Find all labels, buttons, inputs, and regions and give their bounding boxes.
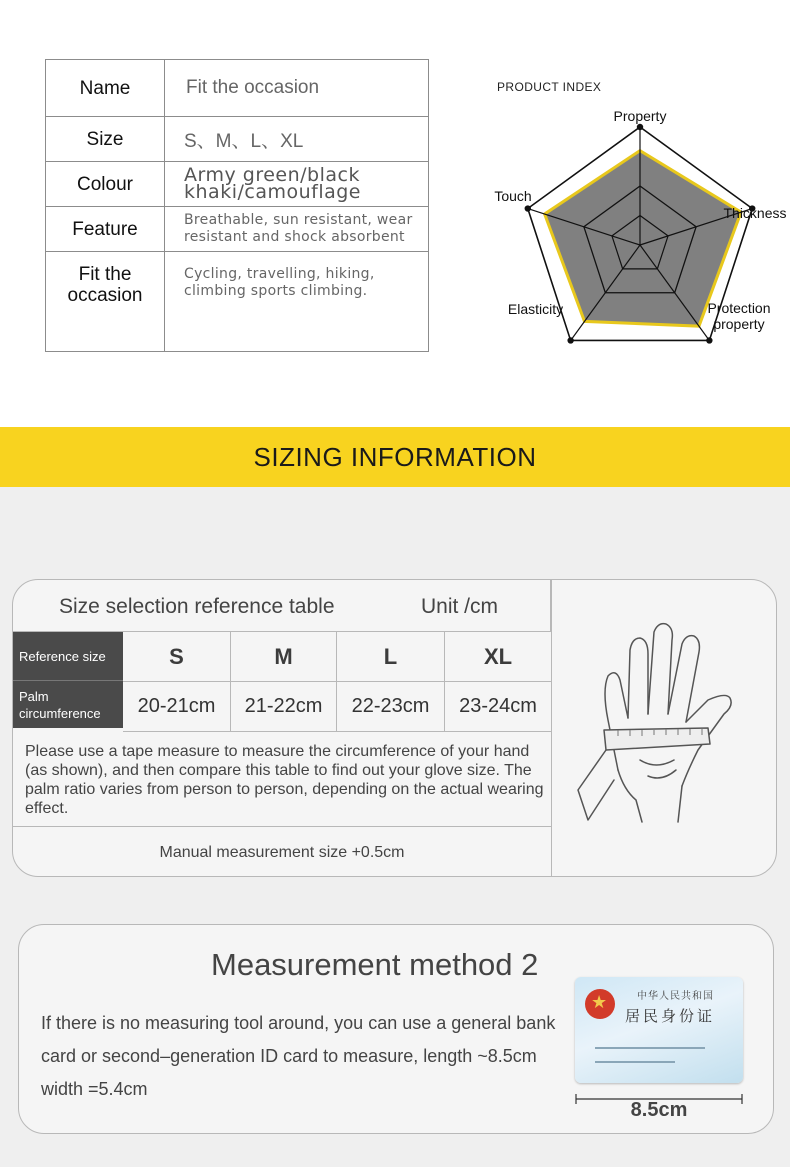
spec-key: Size (46, 117, 165, 161)
product-index-radar (480, 70, 790, 350)
palm-circumference-label: Palm circumference (13, 680, 123, 728)
radar-axis-label: Touch (494, 188, 532, 204)
radar-title: PRODUCT INDEX (497, 80, 602, 94)
radar-vertex (706, 337, 712, 343)
id-card-line1: 中华人民共和国 (637, 991, 714, 1002)
id-card-text-line (595, 1061, 675, 1063)
size-header-cell: S (123, 632, 231, 682)
spec-row-size (46, 117, 428, 162)
manual-measurement-note: Manual measurement size +0.5cm (159, 844, 405, 861)
spec-table (45, 59, 429, 352)
radar-axis-label: Protection property (707, 300, 771, 332)
spec-value: Breathable, sun resistant, wear resistant and shock absorbent (184, 212, 413, 245)
hand-measurement-icon (558, 610, 773, 860)
spec-key: Feature (46, 207, 165, 251)
spec-value: Army green/black khaki/camouflage (184, 164, 361, 203)
spec-row-occasion (46, 252, 428, 352)
method2-text: If there is no measuring tool around, you can use a general bank card or second–generation ID card to measure, length ~8.5cm width =5.4cm (41, 1013, 556, 1099)
size-header-cell: XL (445, 632, 552, 682)
size-header-cell: M (231, 632, 337, 682)
spec-key: Name (46, 60, 165, 116)
palm-value-cell: 21-22cm (231, 682, 337, 732)
spec-row-colour (46, 162, 428, 207)
palm-value-cell: 22-23cm (337, 682, 445, 732)
sizing-banner: SIZING INFORMATION (0, 427, 790, 487)
palm-value-cell: 23-24cm (445, 682, 552, 732)
radar-axis-label: Thickness (723, 205, 787, 221)
spec-row-feature (46, 207, 428, 252)
national-emblem-icon (585, 989, 615, 1019)
spec-value: S、M、L、XL (184, 130, 304, 152)
radar-vertex (525, 205, 531, 211)
spec-key: Fit the occasion (46, 252, 165, 352)
radar-vertex (637, 124, 643, 130)
radar-axis-label: Elasticity (507, 301, 564, 317)
id-card-image (575, 977, 743, 1083)
spec-row-name (46, 60, 428, 117)
size-table-header (13, 580, 551, 632)
palm-value-cell: 20-21cm (123, 682, 231, 732)
id-card-line2: 居民身份证 (625, 1007, 716, 1025)
card-length-label: 8.5cm (630, 1099, 688, 1121)
spec-value: Fit the occasion (186, 77, 320, 98)
spec-value: Cycling, travelling, hiking, climbing sports climbing. (184, 266, 375, 299)
size-selection-card (12, 579, 777, 877)
measurement-method-2-card (18, 924, 774, 1134)
radar-vertex (567, 337, 573, 343)
size-table-unit: Unit /cm (421, 595, 499, 618)
spec-key: Colour (46, 162, 165, 206)
method2-title: Measurement method 2 (211, 947, 539, 982)
divider (551, 580, 552, 877)
size-table-title: Size selection reference table (59, 595, 335, 618)
reference-size-label: Reference size (13, 632, 123, 680)
size-header-cell: L (337, 632, 445, 682)
divider (13, 826, 551, 827)
radar-axis-label: Property (613, 108, 667, 124)
id-card-text-line (595, 1047, 705, 1049)
measurement-note: Please use a tape measure to measure the circumference of your hand (as shown), and then compare this table to find out your glove size. The palm ratio varies from person to person, depending on the actual wearing effect. (25, 743, 544, 817)
